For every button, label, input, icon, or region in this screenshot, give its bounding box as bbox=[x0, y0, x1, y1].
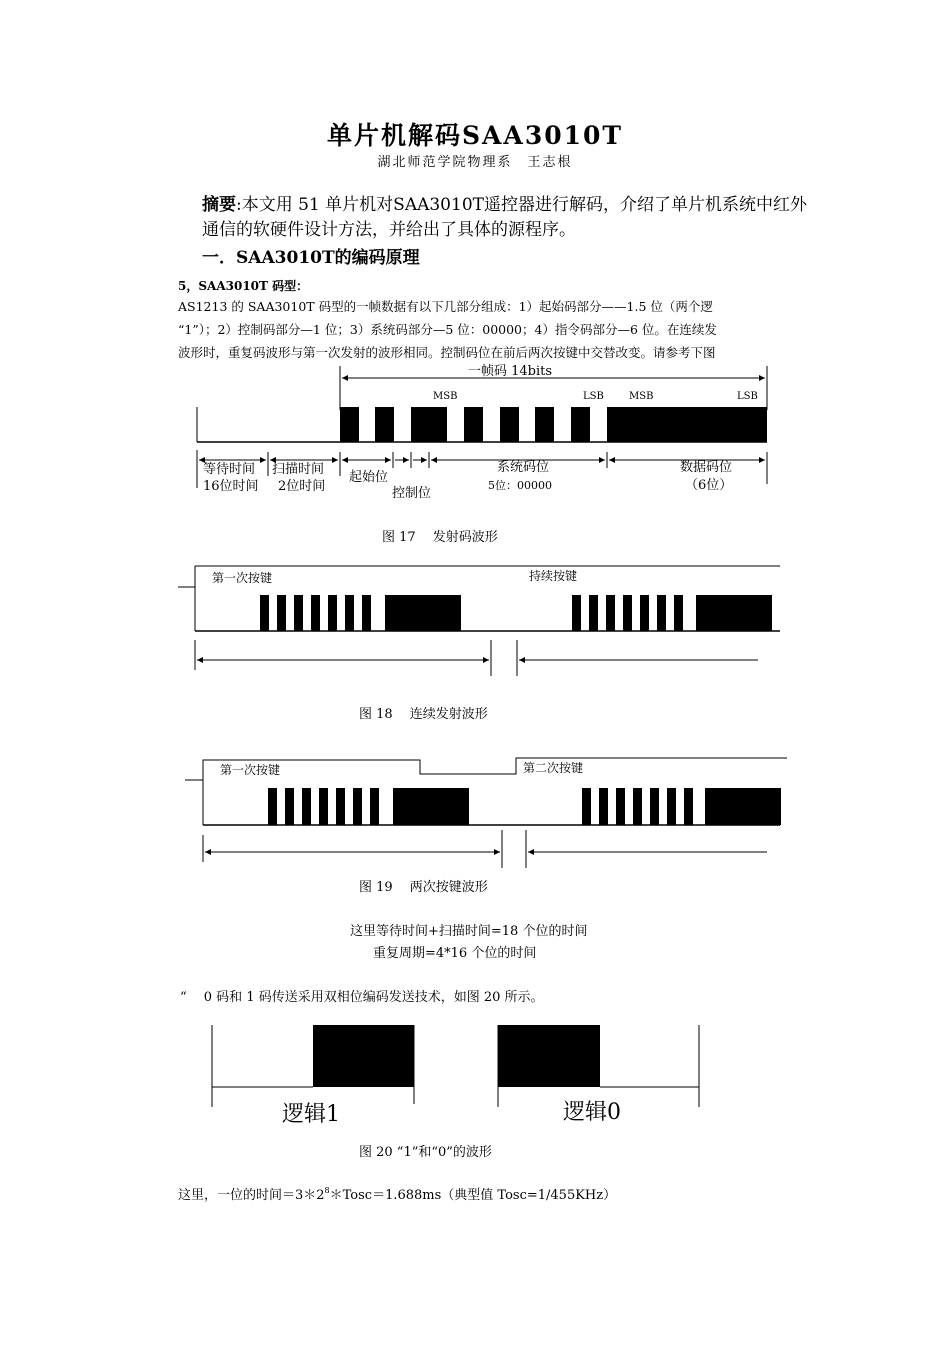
start-bit-label: 起始位 bbox=[349, 470, 389, 485]
biphase-text: “ 0 码和 1 码传送采用双相位编码发送技术，如图 20 所示。 bbox=[180, 990, 544, 1005]
scan-bits-label: 2位时间 bbox=[278, 479, 326, 494]
figure-18-caption: 图 18 连续发射波形 bbox=[359, 707, 488, 722]
bit-time-post: ＊Tosc＝1.688ms（典型值 Tosc=1/455KHz） bbox=[329, 1188, 617, 1203]
frame-label: 一帧码 14bits bbox=[468, 364, 553, 379]
bit-time-formula bbox=[178, 1186, 616, 1203]
note-line-2: 重复周期=4*16 个位的时间 bbox=[373, 946, 537, 961]
subsection-5: 5，SAA3010T 码型： bbox=[178, 279, 309, 293]
msb-label-1: MSB bbox=[433, 391, 458, 402]
msb-label-2: MSB bbox=[629, 391, 654, 402]
page-title: 单片机解码SAA3010T bbox=[326, 121, 624, 150]
abstract-text: :本文用 51 单片机对SAA3010T遥控器进行解码，介绍了单片机系统中红外通信的软硬件设计方法，并给出了具体的源程序。 bbox=[202, 195, 807, 240]
section-heading-1: 一．SAA3010T的编码原理 bbox=[202, 248, 420, 268]
scan-label: 扫描时间 bbox=[272, 462, 325, 477]
frame-pulses bbox=[340, 407, 767, 442]
figure-20-waveform bbox=[212, 1025, 699, 1107]
data-code-bits: （6位） bbox=[685, 478, 733, 493]
bit-time-exponent: 8 bbox=[324, 1186, 330, 1195]
note-line-1: 这里等待时间+扫描时间=18 个位的时间 bbox=[350, 924, 588, 939]
fig19-second-press-label: 第二次按键 bbox=[523, 761, 584, 775]
wait-bits-label: 16位时间 bbox=[203, 479, 259, 494]
lsb-label-1: LSB bbox=[583, 391, 604, 402]
system-code-bits: 5位：00000 bbox=[488, 479, 552, 492]
control-bit-label: 控制位 bbox=[392, 486, 432, 501]
paragraph-line-1: AS1213 的 SAA3010T 码型的一帧数据有以下几部分组成：1）起始码部分——1.5 位（两个逻 bbox=[178, 299, 713, 314]
figure-17-caption: 图 17 发射码波形 bbox=[382, 530, 498, 545]
lsb-label-2: LSB bbox=[737, 391, 758, 402]
figure-20-caption: 图 20 “1”和“0”的波形 bbox=[359, 1145, 492, 1160]
fig19-first-press-label: 第一次按键 bbox=[220, 763, 281, 777]
bit-time-pre: 这里，一位的时间＝3＊2 bbox=[178, 1188, 325, 1203]
paragraph-line-3: 波形时，重复码波形与第一次发射的波形相同。控制码位在前后两次按键中交替改变。请参考下图 bbox=[178, 345, 716, 360]
author-line: 湖北师范学院物理系 王志根 bbox=[377, 155, 573, 170]
logic-0-label: 逻辑0 bbox=[563, 1100, 621, 1125]
paragraph-line-2: “1”）；2）控制码部分—1 位；3）系统码部分—5 位：00000；4）指令码部分—6 位。在连续发 bbox=[178, 322, 717, 337]
fig18-first-press-label: 第一次按键 bbox=[212, 571, 273, 585]
figure-19-caption: 图 19 两次按键波形 bbox=[359, 880, 488, 895]
abstract-label: 摘要 bbox=[202, 195, 236, 215]
wait-label: 等待时间 bbox=[203, 462, 256, 477]
logic-1-label: 逻辑1 bbox=[282, 1102, 340, 1127]
fig18-continuous-press-label: 持续按键 bbox=[529, 569, 578, 583]
system-code-label: 系统码位 bbox=[497, 460, 550, 475]
data-code-label: 数据码位 bbox=[680, 460, 733, 475]
